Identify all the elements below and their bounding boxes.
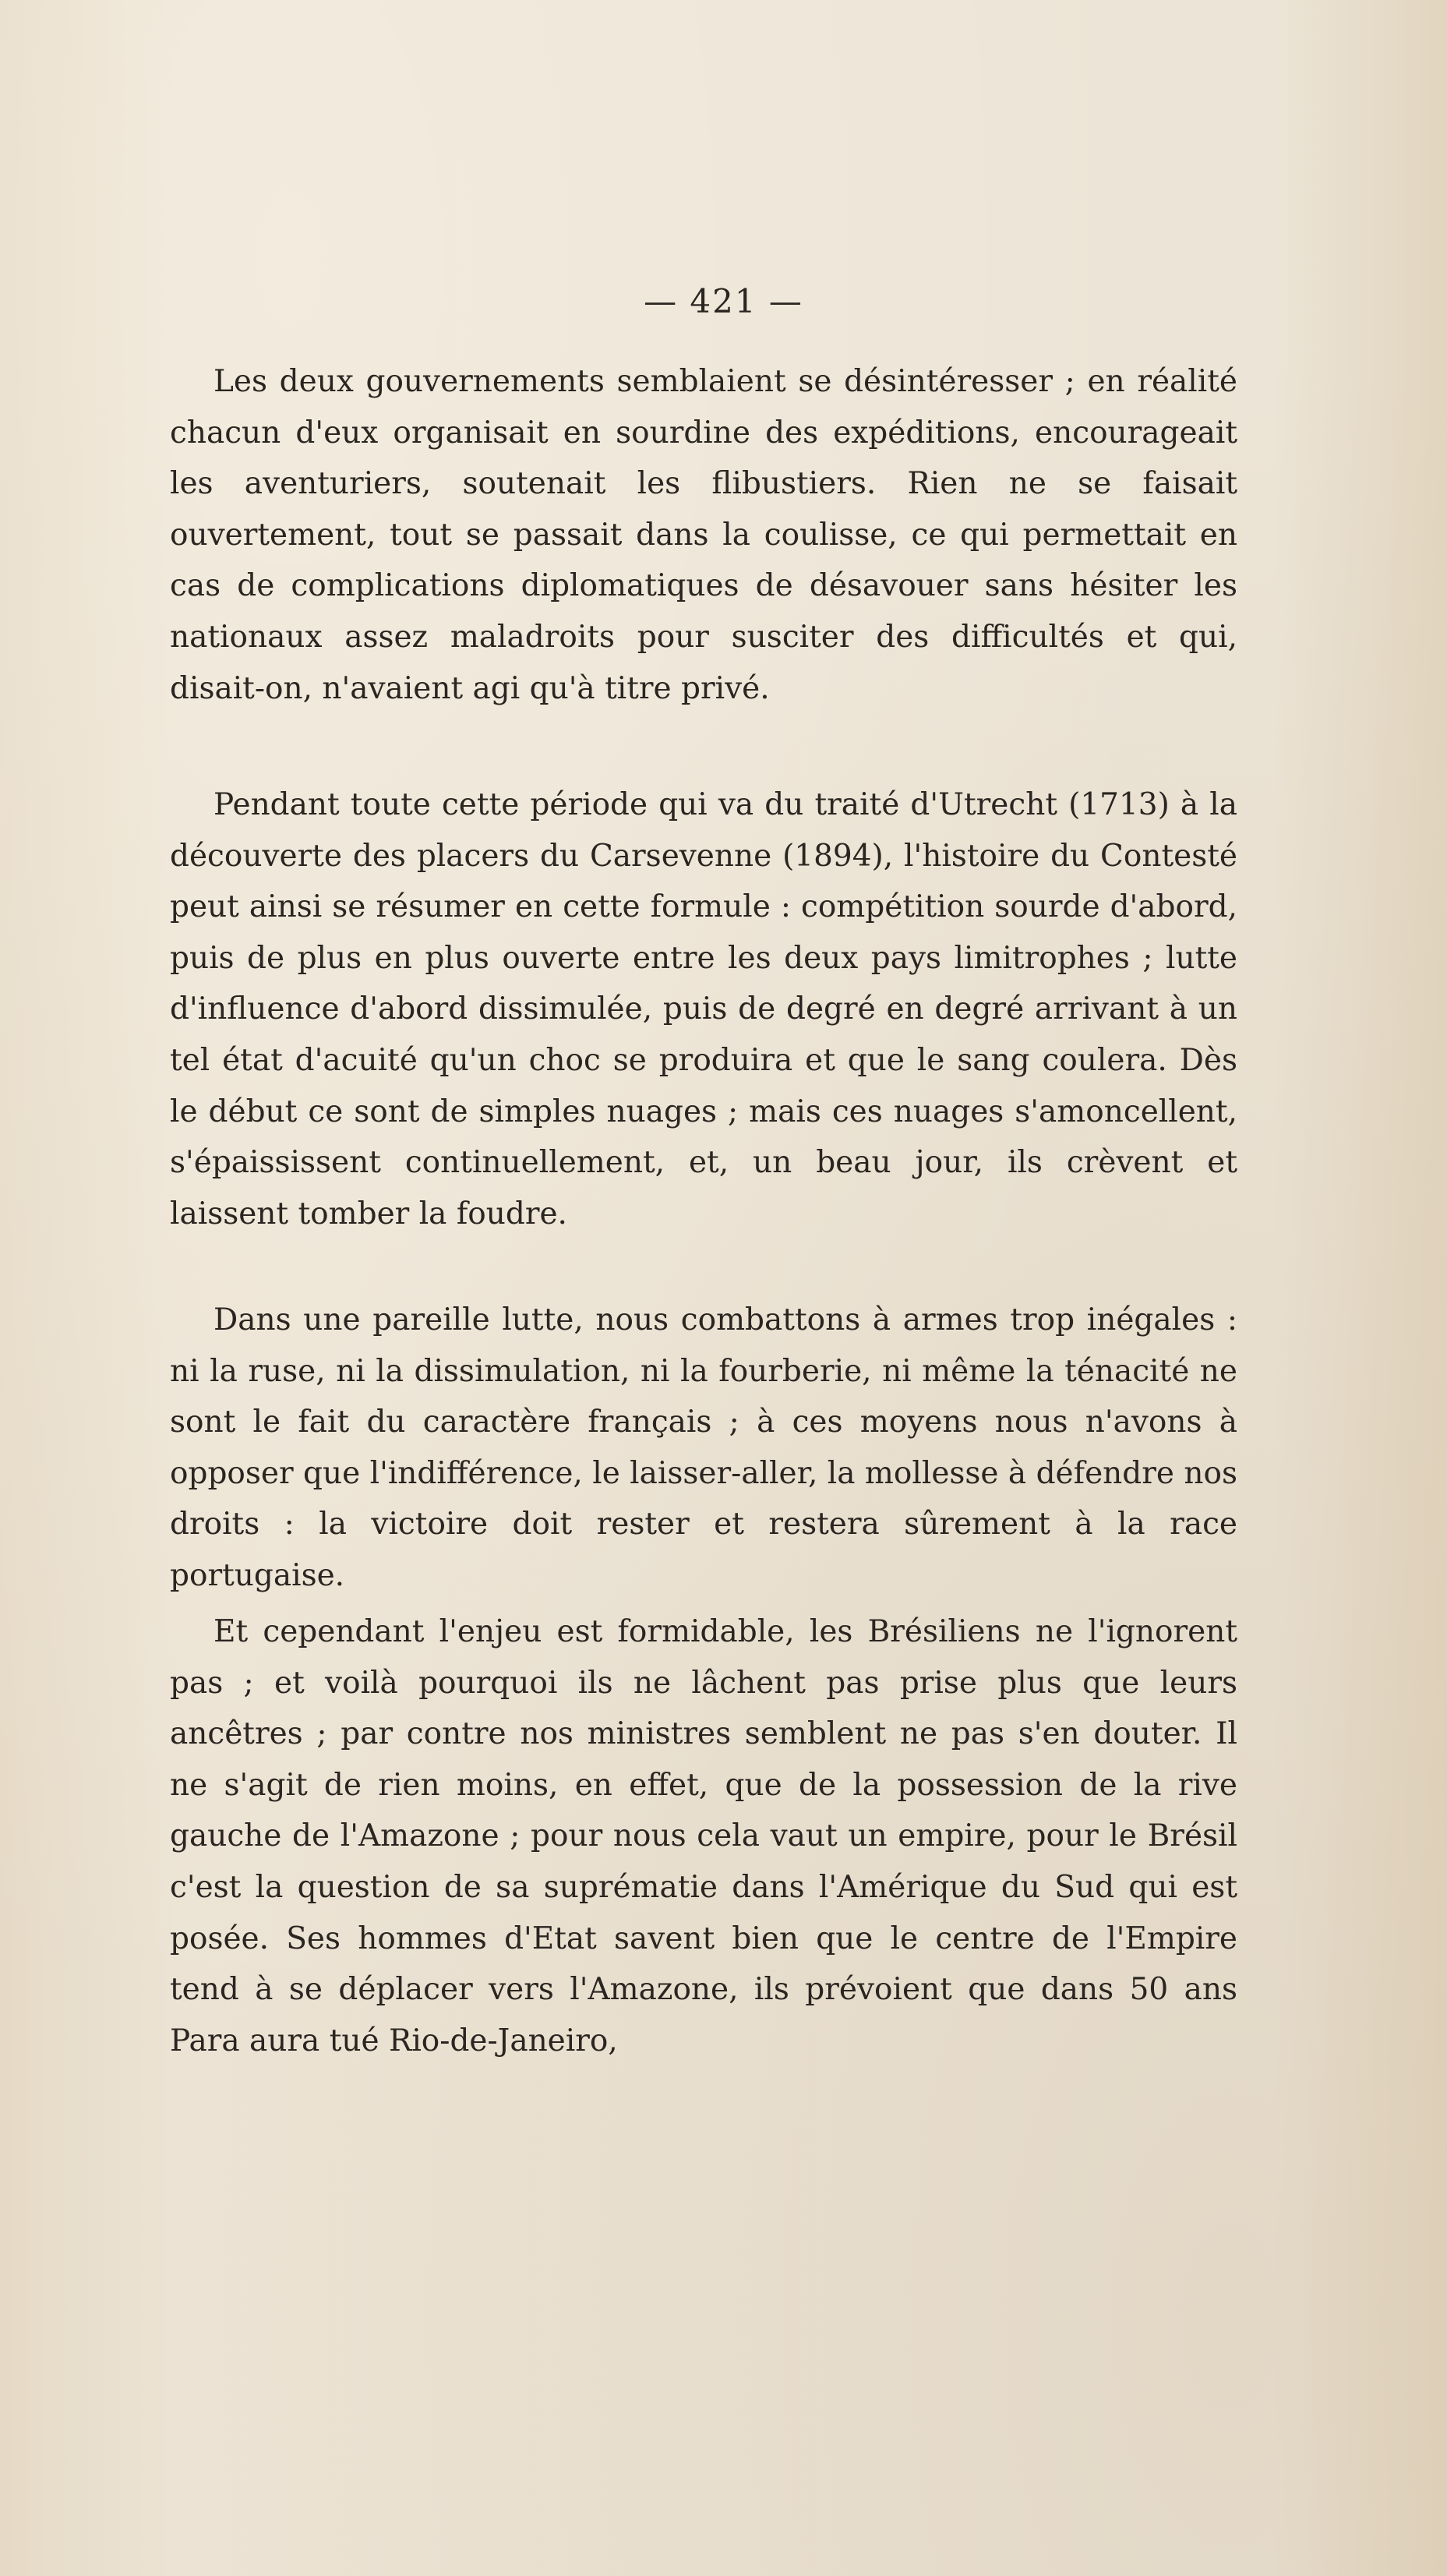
- page-number: — 421 —: [644, 282, 803, 320]
- paragraph-3: Dans une pareille lutte, nous combattons à armes trop inégales : ni la ruse, ni la dissimulation, ni la fourberie, ni même la ténacité ne sont le fait du caractère français ; à ces moyens nous n'avons à opposer que l'indifférence, le laisser-aller, la mollesse à défendre nos droits : la victoire doit rester et restera sûrement à la race portugaise.: [170, 1302, 1237, 1593]
- paragraph-2: Pendant toute cette période qui va du traité d'Utrecht (1713) à la découverte des placers du Carsevenne (1894), l'histoire du Contesté peut ainsi se résumer en cette formule : compétition sourde d'abord, puis de plus en plus ouverte entre les deux pays limitrophes ; lutte d'influence d'abord dissimulée, puis de degré en degré arrivant à un tel état d'acuité qu'un choc se produira et que le sang coulera. Dès le début ce sont de simples nuages ; mais ces nuages s'amoncellent, s'épaississent continuellement, et, un beau jour, ils crèvent et laissent tomber la foudre.: [170, 787, 1237, 1231]
- paragraph-1: Les deux gouvernements semblaient se désintéresser ; en réalité chacun d'eux organisait en sourdine des expéditions, encourageait les aventuriers, soutenait les flibustiers. Rien ne se faisait ouvertement, tout se passait dans la coulisse, ce qui permettait en cas de complications diplomatiques de désavouer sans hésiter les nationaux assez maladroits pour susciter des difficultés et qui, disait-on, n'avaient agi qu'à titre privé.: [170, 364, 1237, 706]
- paragraph-4: Et cependant l'enjeu est formidable, les Brésiliens ne l'ignorent pas ; et voilà pourquoi ils ne lâchent pas prise plus que leurs ancêtres ; par contre nos ministres semblent ne pas s'en douter. Il ne s'agit de rien moins, en effet, que de la possession de la rive gauche de l'Amazone ; pour nous cela vaut un empire, pour le Brésil c'est la question de sa suprématie dans l'Amérique du Sud qui est posée. Ses hommes d'Etat savent bien que le centre de l'Empire tend à se déplacer vers l'Amazone, ils prévoient que dans 50 ans Para aura tué Rio-de-Janeiro,: [170, 1614, 1237, 2058]
